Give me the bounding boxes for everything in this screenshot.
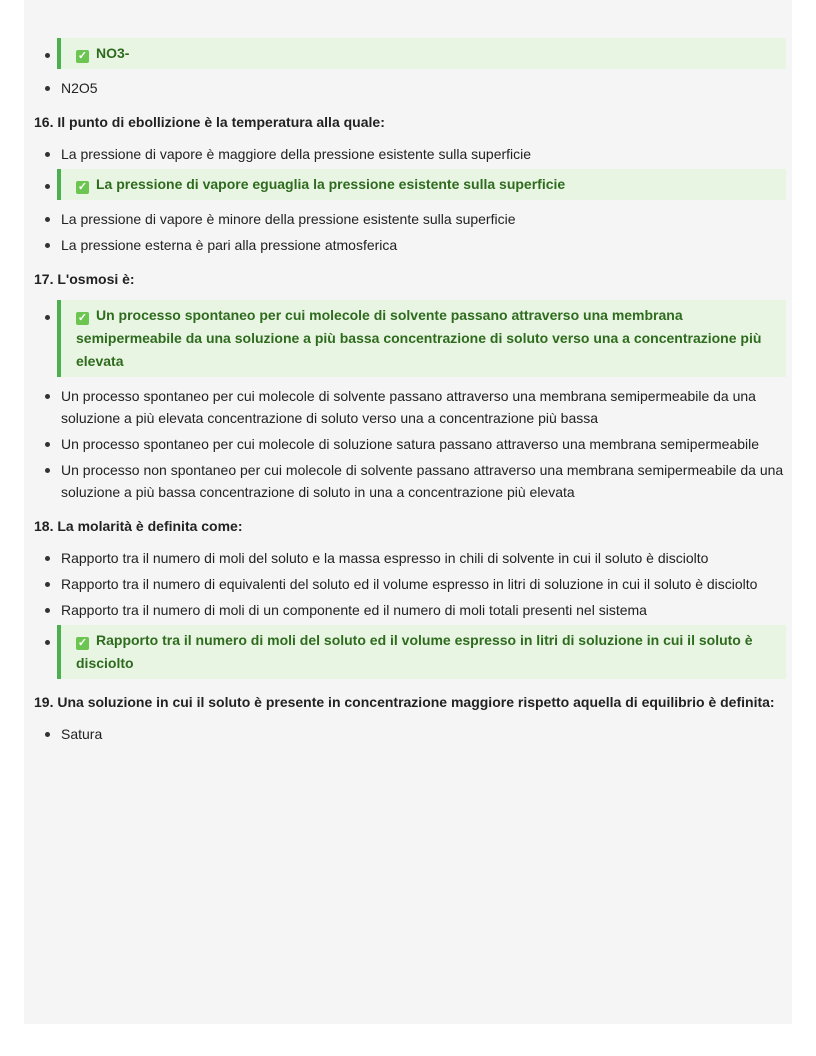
answer-option xyxy=(34,208,786,230)
correct-answer-highlight xyxy=(57,300,786,377)
question-title: 17. L'osmosi è: xyxy=(34,271,135,287)
question-block xyxy=(34,515,786,679)
correct-answer-option xyxy=(34,38,786,69)
correct-answer-highlight xyxy=(57,169,786,200)
quiz-content xyxy=(34,34,786,749)
checkmark-box-icon: ✓ xyxy=(77,181,88,193)
answer-option xyxy=(34,385,786,429)
answer-text: Satura xyxy=(61,726,103,742)
answer-text: Un processo spontaneo per cui molecole di solvente passano attraverso una membrana semipermeabile da una soluzione a più bassa concentrazione di soluto verso una a concentrazione più elevata xyxy=(76,307,762,369)
answer-option xyxy=(34,459,786,503)
answer-option xyxy=(34,599,786,621)
question-title: 16. Il punto di ebollizione è la temperatura alla quale: xyxy=(34,114,385,130)
answer-text: La pressione di vapore eguaglia la pressione esistente sulla superficie xyxy=(96,176,566,192)
correct-answer-highlight xyxy=(57,625,786,679)
correct-answer-option xyxy=(34,300,786,377)
question-block xyxy=(34,691,786,745)
option-list xyxy=(34,143,786,256)
option-list xyxy=(34,300,786,503)
answer-text: NO3- xyxy=(96,45,130,61)
correct-answer-option xyxy=(34,169,786,200)
option-list xyxy=(34,723,786,745)
checkmark-box-icon: ✓ xyxy=(77,50,88,62)
answer-option xyxy=(34,547,786,569)
question-title: 18. La molarità è definita come: xyxy=(34,518,243,534)
answer-text: Un processo non spontaneo per cui molecole di solvente passano attraverso una membrana semipermeabile da una soluzione a più bassa concentrazione di soluto in una a concentrazione più elevata xyxy=(61,462,784,500)
question-block xyxy=(34,111,786,256)
answer-text: La pressione di vapore è maggiore della pressione esistente sulla superficie xyxy=(61,146,532,162)
answer-option xyxy=(34,433,786,455)
correct-answer-option xyxy=(34,625,786,679)
answer-text: Rapporto tra il numero di equivalenti del soluto ed il volume espresso in litri di soluzione in cui il soluto è disciolto xyxy=(61,576,758,592)
answer-option xyxy=(34,723,786,745)
answer-text: Un processo spontaneo per cui molecole di solvente passano attraverso una membrana semipermeabile da una soluzione a più elevata concentrazione di soluto verso una a concentrazione più bassa xyxy=(61,388,756,426)
answer-text: Rapporto tra il numero di moli del soluto ed il volume espresso in litri di soluzione in cui il soluto è disciolto xyxy=(76,632,753,671)
answer-option xyxy=(34,143,786,165)
option-list xyxy=(34,547,786,679)
answer-option xyxy=(34,573,786,595)
question-list xyxy=(34,111,786,745)
answer-text: La pressione esterna è pari alla pressione atmosferica xyxy=(61,237,398,253)
answer-option xyxy=(34,77,786,99)
answer-text: N2O5 xyxy=(61,80,98,96)
answer-text: Rapporto tra il numero di moli di un componente ed il numero di moli totali presenti nel sistema xyxy=(61,602,647,618)
answer-text: La pressione di vapore è minore della pressione esistente sulla superficie xyxy=(61,211,516,227)
checkmark-box-icon: ✓ xyxy=(77,312,88,324)
answer-text: Un processo spontaneo per cui molecole di soluzione satura passano attraverso una membrana semipermeabile xyxy=(61,436,760,452)
question-block xyxy=(34,268,786,503)
question-title: 19. Una soluzione in cui il soluto è presente in concentrazione maggiore rispetto aquella di equilibrio è definita: xyxy=(34,694,775,710)
correct-answer-highlight xyxy=(57,38,786,69)
option-list-continued xyxy=(34,38,786,99)
answer-option xyxy=(34,234,786,256)
checkmark-box-icon: ✓ xyxy=(77,637,88,649)
answer-text: Rapporto tra il numero di moli del soluto e la massa espresso in chili di solvente in cui il soluto è disciolto xyxy=(61,550,709,566)
